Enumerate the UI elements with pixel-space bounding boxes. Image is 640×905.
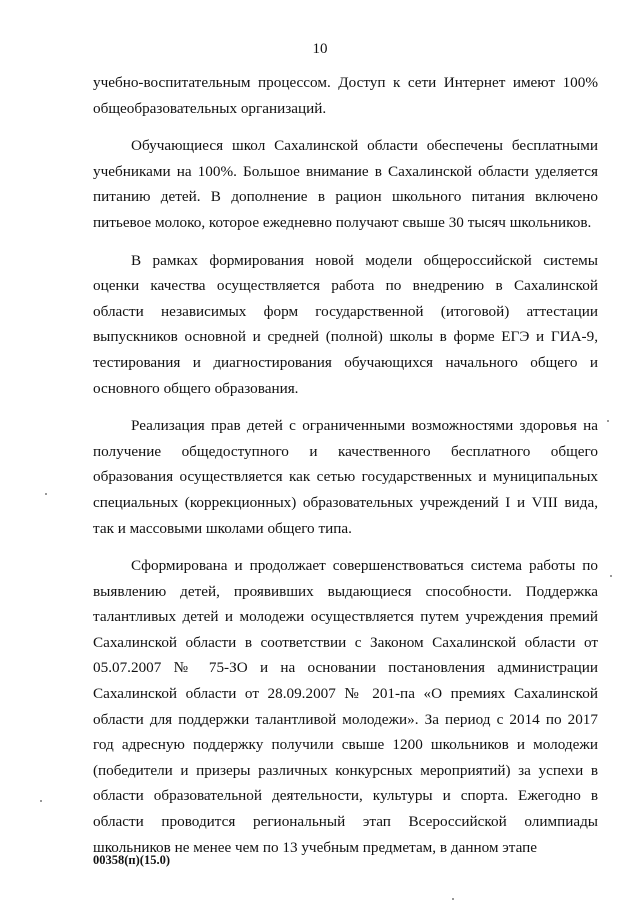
paragraph-continuation: учебно-воспитательным процессом. Доступ к сети Интернет имеют 100% общеобразовательных организаций.: [93, 74, 598, 117]
paragraph-quality-assessment: В рамках формирования новой модели общероссийской системы оценки качества осуществляется работа по внедрению в Сахалинской области независимых форм государственной (итоговой) аттестации выпускников основной и средней (полной) школы в форме ЕГЭ и ГИА-9, тестирования и диагностирования обучающихся начального общего и основного общего образования.: [93, 251, 598, 397]
scan-speck: [45, 493, 47, 495]
paragraph-textbooks-nutrition: Обучающиеся школ Сахалинской области обеспечены бесплатными учебниками на 100%. Большое внимание в Сахалинской области уделяется питанию детей. В дополнение в рацион школьного питания включено питьевое молоко, которое ежедневно получают свыше 30 тысяч школьников.: [93, 137, 598, 231]
scan-speck: [607, 420, 609, 422]
paragraph-special-needs-education: Реализация прав детей с ограниченными возможностями здоровья на получение общедоступного и качественного бесплатного общего образования осуществляется как сетью государственных и муниципальных специальных (коррекционных) образовательных учреждений I и VIII вида, так и массовыми школами общего типа.: [93, 417, 598, 537]
document-body: [93, 70, 598, 872]
scan-speck: [40, 800, 42, 802]
paragraph-gifted-children: Сформирована и продолжает совершенствоваться система работы по выявлению детей, проявивших выдающиеся способности. Поддержка талантливых детей и молодежи осуществляется путем учреждения премий Сахалинской области в соответствии с Законом Сахалинской области от 05.07.2007 № 75-ЗО и на основании постановления администрации Сахалинской области от 28.09.2007 № 201-па «О премиях Сахалинской области для поддержки талантливой молодежи». За период с 2014 по 2017 год адресную поддержку получили свыше 1200 школьников и молодежи (победители и призеры различных конкурсных мероприятий) за успехи в области образовательной деятельности, культуры и спорта. Ежегодно в области проводится региональный этап Всероссийской олимпиады школьников не менее чем по 13 учебным предметам, в данном этапе: [93, 557, 598, 856]
scan-speck: [610, 575, 612, 577]
document-footer-code: 00358(п)(15.0): [93, 853, 170, 867]
page-number: 10: [312, 41, 328, 57]
scan-speck: [452, 898, 454, 900]
